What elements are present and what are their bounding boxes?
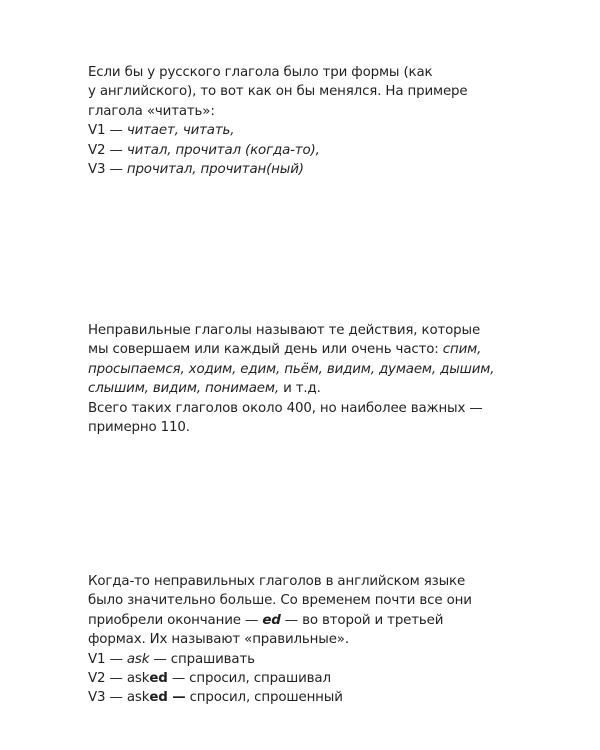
text-line: Всего таких глаголов около 400, но наиболее важных — — [88, 400, 483, 416]
translation: — спросил, спрашивал — [167, 671, 331, 687]
verb-ending: ed — — [149, 690, 186, 706]
form-line-v2 — [88, 141, 508, 160]
form-line-v2 — [88, 669, 508, 688]
form-example: читал, прочитал (когда-то), — [126, 142, 320, 158]
text-line: Если бы у русского глагола было три формы (как — [88, 65, 433, 80]
form-line-v1 — [88, 121, 508, 140]
form-example: прочитал, прочитан(ный) — [126, 162, 304, 178]
text-line — [88, 340, 508, 359]
verb-stem: ask — [126, 690, 150, 706]
text-line: Когда-то неправильных глаголов в английском языке — [88, 574, 466, 589]
form-label: V1 — — [88, 651, 127, 667]
form-label: V1 — — [88, 123, 127, 139]
paragraph-regular-verbs — [88, 572, 508, 708]
translation: — спрашивать — [149, 651, 255, 667]
verb-ask: ask — [126, 651, 150, 667]
line-text: приобрели окончание — — [88, 612, 263, 628]
text-line: глагола «читать»: — [88, 103, 215, 119]
form-label: V3 — — [88, 162, 127, 178]
form-label: V2 — — [88, 671, 127, 687]
text-line: было значительно больше. Со временем почти все они — [88, 593, 472, 609]
text-line: примерно 110. — [88, 420, 190, 436]
example-verbs: спим, — [442, 342, 482, 358]
form-line-v3 — [88, 688, 508, 707]
text-line — [88, 611, 508, 630]
text-line: Неправильные глаголы называют те действия, которые — [88, 323, 481, 338]
ending-ed: ed — [262, 612, 281, 628]
paragraph-russian-verb-forms — [88, 63, 508, 179]
form-label: V3 — — [88, 690, 127, 706]
form-example: читает, читать, — [126, 123, 235, 139]
text-line — [88, 379, 508, 398]
form-line-v1 — [88, 650, 508, 669]
text-line: у английского), то вот как он бы менялся. На примере — [88, 84, 468, 100]
example-verbs: слышим, видим, понимаем, — [88, 381, 279, 397]
verb-ending: ed — [149, 671, 168, 687]
form-label: V2 — — [88, 142, 127, 158]
verb-stem: ask — [126, 671, 150, 687]
line-text: — во второй и третьей — [280, 612, 444, 628]
line-text: и т.д. — [283, 381, 321, 397]
paragraph-irregular-verbs — [88, 321, 508, 437]
line-text: мы совершаем или каждый день или очень часто: — [88, 342, 439, 358]
example-verbs: просыпаемся, ходим, едим, пьём, видим, думаем, дышим, — [88, 361, 495, 377]
text-line: формах. Их называют «правильные». — [88, 632, 349, 648]
translation: спросил, спрошенный — [185, 690, 343, 706]
form-line-v3 — [88, 160, 508, 179]
